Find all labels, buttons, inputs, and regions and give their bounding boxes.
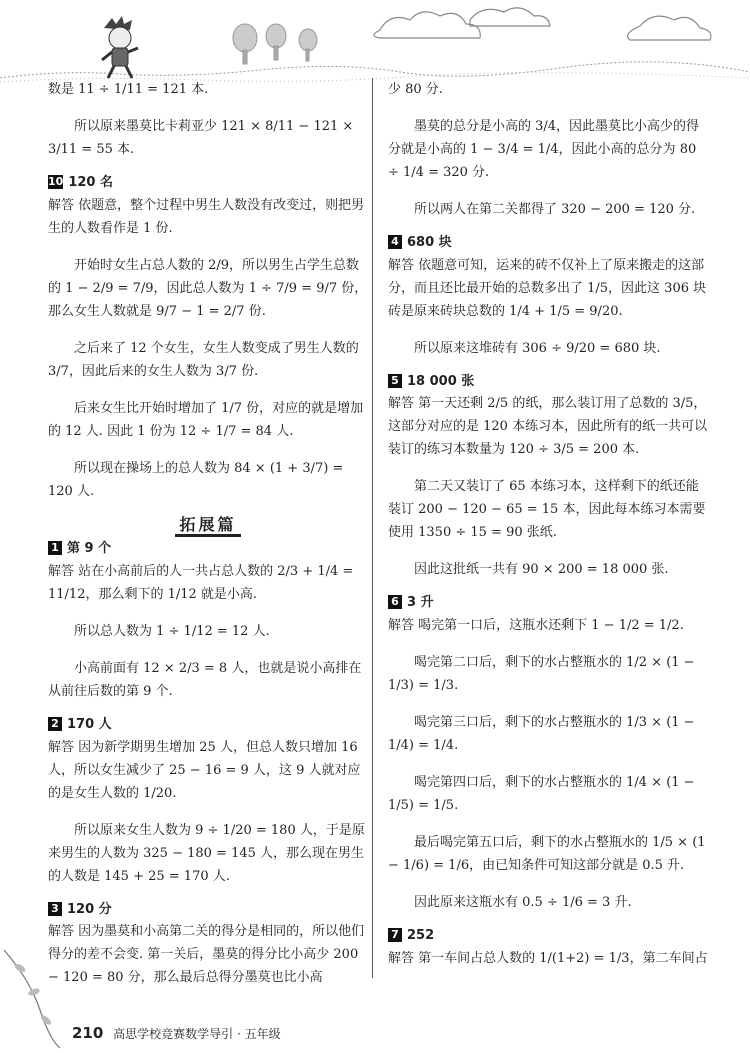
problem-number-badge: 3 [48, 902, 62, 916]
page-footer [72, 1024, 281, 1042]
problem-number-badge: 6 [388, 595, 402, 609]
problem-7-header [388, 928, 708, 943]
section-title: 拓展篇 [48, 517, 368, 534]
q5-para-b: 第二天又装订了 65 本练习本，这样剩下的纸还能装订 200 − 120 − 65 = 15 本，因此每本练习本需要使用 1350 ÷ 15 = 90 张纸. [388, 479, 706, 541]
book-title: 高思学校竞赛数学导引 · 五年级 [113, 1027, 281, 1041]
q6-para-a: 解答 喝完第一口后，这瓶水还剩下 1 − 1/2 = 1/2. [388, 617, 684, 633]
left-column [48, 78, 368, 1003]
q6-para-e: 最后喝完第五口后，剩下的水占整瓶水的 1/5 × (1 − 1/6) = 1/6，由已知条件可知这部分就是 0.5 升. [388, 834, 706, 873]
q6-para-f: 因此原来这瓶水有 0.5 ÷ 1/6 = 3 升. [414, 894, 632, 910]
q10-para-c: 之后来了 12 个女生，女生人数变成了男生人数的 3/7，因此后来的女生人数为 3/7 份. [48, 340, 359, 379]
q10-para-b: 开始时女生占总人数的 2/9，所以男生占学生总数的 1 − 2/9 = 7/9，因此总人数为 1 ÷ 7/9 = 9/7 份，那么女生人数就是 9/7 − 1 = 2/7 份. [48, 257, 368, 319]
problem-number-badge: 1 [48, 541, 62, 555]
problem-10-header [48, 175, 368, 190]
q5-para-c: 因此这批纸一共有 90 × 200 = 18 000 张. [414, 562, 669, 578]
line-l1: 数是 11 ÷ 1/11 = 121 本. [48, 82, 209, 97]
answer-text: 120 分 [67, 901, 112, 917]
q4-para-b: 所以原来这堆砖有 306 ÷ 9/20 = 680 块. [414, 340, 661, 356]
right-column [388, 78, 708, 984]
problem-2-header [48, 717, 368, 732]
problem-number-badge: 7 [388, 928, 402, 942]
answer-text: 170 人 [67, 717, 112, 733]
q1-para-c: 小高前面有 12 × 2/3 = 8 人，也就是说小高排在从前往后数的第 9 个. [48, 661, 362, 700]
problem-number-badge: 2 [48, 717, 62, 731]
problem-6-header [388, 595, 708, 610]
q7-para-a: 解答 第一车间占总人数的 1/(1+2) = 1/3，第二车间占 [388, 950, 708, 966]
problem-4-header [388, 235, 708, 250]
tree-icon [233, 24, 317, 64]
q2-para-a: 解答 因为新学期男生增加 25 人，但总人数只增加 16 人，所以女生减少了 25 − 16 = 9 人，这 9 人就对应的是女生人数的 1/20. [48, 739, 361, 801]
answer-text: 120 名 [68, 175, 113, 190]
problem-number-badge: 5 [388, 374, 402, 388]
q1-para-b: 所以总人数为 1 ÷ 1/12 = 12 人. [74, 624, 270, 640]
q10-para-a: 解答 依题意，整个过程中男生人数没有改变过，则把男生的人数看作是 1 份. [48, 197, 365, 236]
q10-para-e: 所以现在操场上的总人数为 84 × (1 + 3/7) = 120 人. [48, 460, 344, 499]
column-divider [372, 78, 373, 978]
line-r2: 所以两人在第二关都得了 320 − 200 = 120 分. [414, 202, 696, 217]
q1-para-a: 解答 站在小高前后的人一共占总人数的 2/3 + 1/4 = 11/12，那么剩下的 1/12 就是小高. [48, 564, 354, 603]
q6-para-d: 喝完第四口后，剩下的水占整瓶水的 1/4 × (1 − 1/5) = 1/5. [388, 774, 695, 813]
answer-text: 18 000 张 [407, 373, 475, 389]
answer-text: 3 升 [407, 595, 434, 611]
problem-5-header [388, 374, 708, 389]
line-r1: 墨莫的总分是小高的 3/4，因此墨莫比小高少的得分就是小高的 1 − 3/4 = 1/4，因此小高的总分为 80 ÷ 1/4 = 320 分. [388, 119, 700, 180]
cloud-icon [374, 8, 711, 40]
answer-text: 680 块 [407, 235, 452, 250]
problem-number-badge: 4 [388, 235, 402, 249]
q3-para-a: 解答 因为墨莫和小高第二关的得分是相同的，所以他们得分的差不会变. 第一关后，墨莫的得分比小高少 200 − 120 = 80 分，那么最后总得分墨莫也比小高 [48, 924, 365, 986]
q4-para-a: 解答 依题意可知，运来的砖不仅补上了原来搬走的这部分，而且还比最开始的总数多出了 1/5，因此这 306 块砖是原来砖块总数的 1/4 + 1/5 = 9/20. [388, 257, 707, 319]
q6-para-b: 喝完第二口后，剩下的水占整瓶水的 1/2 × (1 − 1/3) = 1/3. [388, 654, 695, 693]
q2-para-b: 所以原来女生人数为 9 ÷ 1/20 = 180 人，于是原来男生的人数为 325 − 180 = 145 人，那么现在男生的人数是 145 + 25 = 170 人. [48, 822, 365, 884]
q6-para-c: 喝完第三口后，剩下的水占整瓶水的 1/3 × (1 − 1/4) = 1/4. [388, 714, 695, 753]
q10-para-d: 后来女生比开始时增加了 1/7 份，对应的就是增加的 12 人. 因此 1 份为 12 ÷ 1/7 = 84 人. [48, 400, 364, 439]
boy-character-icon [102, 16, 138, 78]
problem-1-header [48, 541, 368, 556]
answer-text: 252 [407, 927, 435, 943]
q5-para-a: 解答 第一天还剩 2/5 的纸，那么装订用了总数的 3/5，这部分对应的是 120 本练习本，因此所有的纸一共可以装订的练习本数量为 120 ÷ 3/5 = 200 本. [388, 396, 708, 458]
line-l2: 所以原来墨莫比卡莉亚少 121 × 8/11 − 121 × 3/11 = 55 本. [48, 119, 354, 157]
page-number: 210 [72, 1024, 104, 1042]
answer-text: 第 9 个 [67, 541, 112, 557]
line-r0: 少 80 分. [388, 82, 443, 97]
problem-number-badge: 10 [48, 175, 64, 188]
problem-3-header [48, 902, 368, 917]
